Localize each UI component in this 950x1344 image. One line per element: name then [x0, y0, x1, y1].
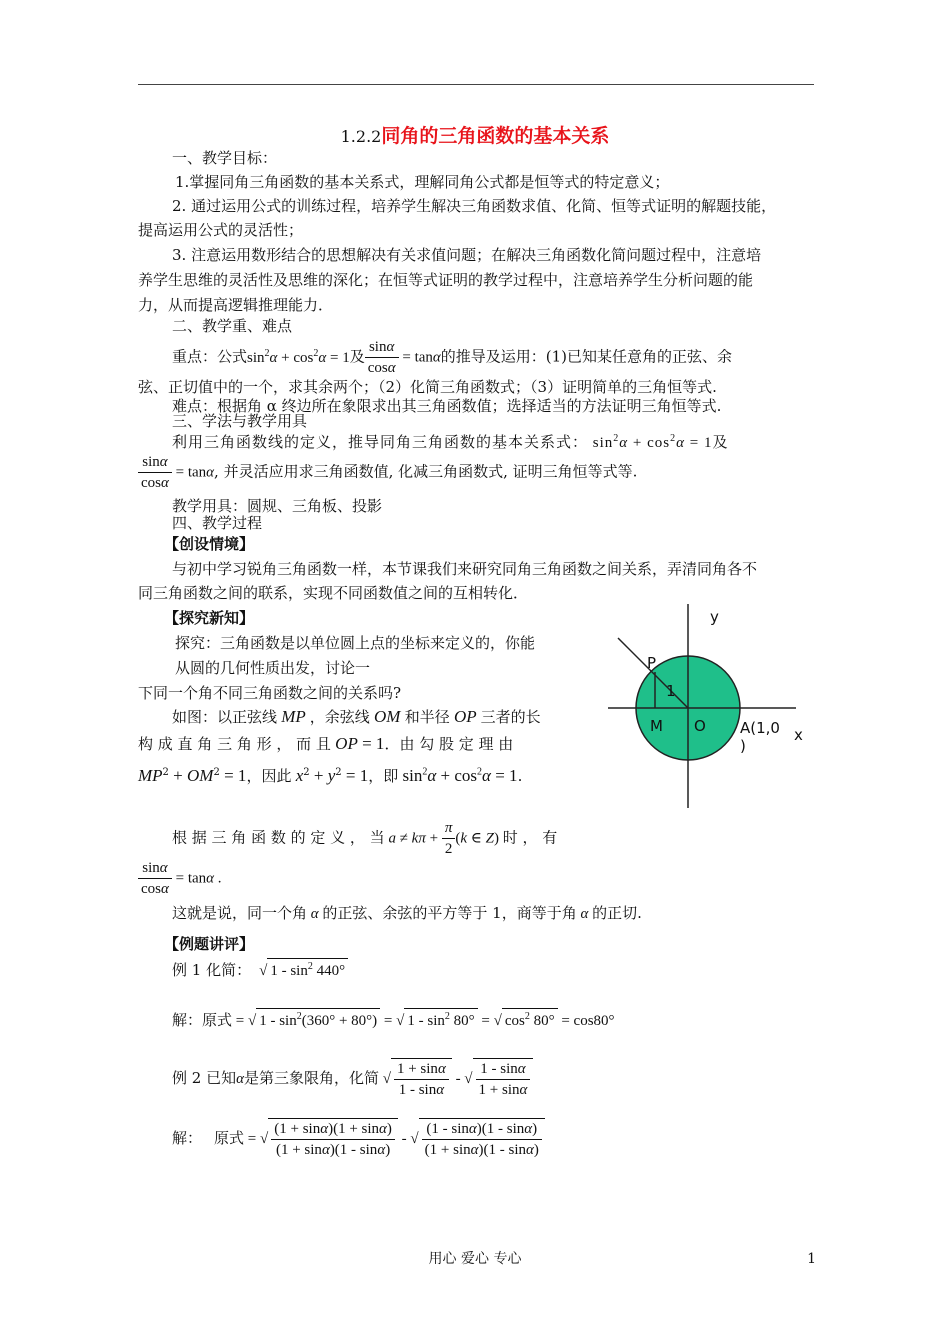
label-y: y: [710, 608, 719, 626]
key-point-line-2: 弦、正切值中的一个，求其余两个；（2）化简三角函数式；（3）证明简单的三角恒等式.: [138, 378, 717, 396]
heading-explore: 【探究新知】: [164, 609, 255, 627]
goal-3-line-3: 力，从而提高逻辑推理能力．: [138, 296, 334, 314]
method-line-2: $\frac{\sin\alpha}{\cos\alpha}$ = tanα, 并灵活应用求三角函数值, 化减三角函数式, 证明三角恒等式等.: [138, 452, 637, 493]
label-p: P: [647, 654, 657, 672]
goal-3-line-2: 养学生思维的灵活性及思维的深化；在恒等式证明的教学过程中，注意培养学生分析问题的能: [138, 271, 754, 289]
label-x: x: [794, 726, 803, 744]
heading-examples: 【例题讲评】: [164, 935, 255, 953]
method-line-1: 利用三角函数线的定义，推导同角三角函数的基本关系式： $\sin^2\alpha + \cos^2\alpha = 1$及: [172, 433, 729, 451]
header-rule: [138, 84, 814, 85]
conclusion: 这就是说，同一个角 α 的正弦、余弦的平方等于 1，商等于角 α 的正切.: [172, 904, 642, 922]
definition-line: 根 据 三 角 函 数 的 定 义 ， 当 a ≠ kπ + $\frac{\pi}{2}$ (k ∈ Z) 时 ， 有: [172, 820, 558, 857]
goal-2-line-2: 提高运用公式的灵活性；: [138, 221, 304, 239]
example-1: 例 1 化简： √ $1 - \sin^2 440^\circ$: [172, 958, 348, 983]
section-objectives: 一、教学目标：: [172, 149, 278, 167]
section-methods: 三、学法与教学用具: [172, 412, 308, 430]
example-2: 例 2 已知α是第三象限角，化简 √ $\frac{1 + \sin\alpha}{1 - \sin\alpha}$ - √ $\frac{1 - \sin\alpha}{1 + \sin\alpha}$: [172, 1058, 533, 1100]
explore-line-4: 如图：以正弦线 MP ，余弦线 OM 和半径 OP 三者的长: [172, 707, 541, 726]
teaching-tools: 教学用具：圆规、三角板、投影: [172, 497, 383, 515]
section-process: 四、教学过程: [172, 514, 263, 532]
goal-2-line-1: 2. 通过运用公式的训练过程，培养学生解决三角函数求值、化简、恒等式证明的解题技能，: [172, 197, 777, 215]
page-title: 1.2.2同角的三角函数的基本关系: [340, 125, 610, 147]
explore-line-3: 下同一个角不同三角函数之间的关系吗?: [138, 684, 402, 702]
situation-line-1: 与初中学习锐角三角函数一样，本节课我们来研究同角三角函数之间关系，弄清同角各不: [172, 560, 758, 578]
label-a-line-1: A(1,0: [740, 719, 780, 737]
page-number: 1: [807, 1251, 816, 1267]
difficulty: 难点：根据角 α 终边所在象限求出其三角函数值；选择适当的方法证明三角恒等式.: [172, 397, 722, 415]
section-keypoints: 二、教学重、难点: [172, 317, 293, 335]
heading-situation: 【创设情境】: [164, 535, 255, 553]
solution-1: 解：原式 = √ $1 - \sin^2(360^\circ + 80^\circ)$ = √ $1 - \sin^2 80^\circ$ = √ $\cos^2 80^\circ = \cos 80^\circ$: [172, 1008, 615, 1033]
key-point-line-1: 重点：公式$\sin^2\alpha + \cos^2\alpha = 1$及 $\frac{\sin\alpha}{\cos\alpha}$ = tanα的推导及运用：(1)已知某任意角的正弦、余: [172, 339, 733, 376]
label-m: M: [650, 717, 663, 735]
page-footer: 用心 爱心 专心: [428, 1251, 522, 1267]
goal-3-line-1: 3. 注意运用数形结合的思想解决有关求值问题；在解决三角函数化简问题过程中，注意培: [172, 246, 762, 264]
solution-2: 解： 原式 = √ $\frac{(1 + \sin\alpha)(1 + \sin\alpha)}{(1 + \sin\alpha)(1 - \sin\alpha)}$ - √ $\frac{(1 - \sin\alpha)(1 - \sin\alpha)}{(1 + \sin\alpha)(1 - \sin\alpha)}$: [172, 1118, 545, 1160]
label-a-line-2: ): [740, 737, 746, 755]
explore-line-5: 构 成 直 角 三 角 形 ， 而 且 OP = 1．由 勾 股 定 理 由: [138, 734, 514, 753]
tan-identity: $\frac{\sin\alpha}{\cos\alpha}$ = tanα .: [138, 858, 222, 899]
label-o: O: [694, 717, 706, 735]
explore-line-6: $MP^2 + OM^2 = 1$，因此 $x^2 + y^2 = 1$，即 $\sin^2\alpha + \cos^2\alpha = 1$.: [138, 766, 523, 785]
label-one: 1: [666, 682, 676, 700]
unit-circle-figure: [600, 600, 820, 812]
goal-1: 1.掌握同角三角函数的基本关系式，理解同角公式都是恒等式的特定意义；: [175, 173, 670, 191]
situation-line-2: 同三角函数之间的联系，实现不同函数值之间的互相转化．: [138, 584, 529, 602]
explore-line-1: 探究：三角函数是以单位圆上点的坐标来定义的，你能: [175, 634, 536, 652]
explore-line-2: 从圆的几何性质出发，讨论一: [175, 659, 371, 677]
